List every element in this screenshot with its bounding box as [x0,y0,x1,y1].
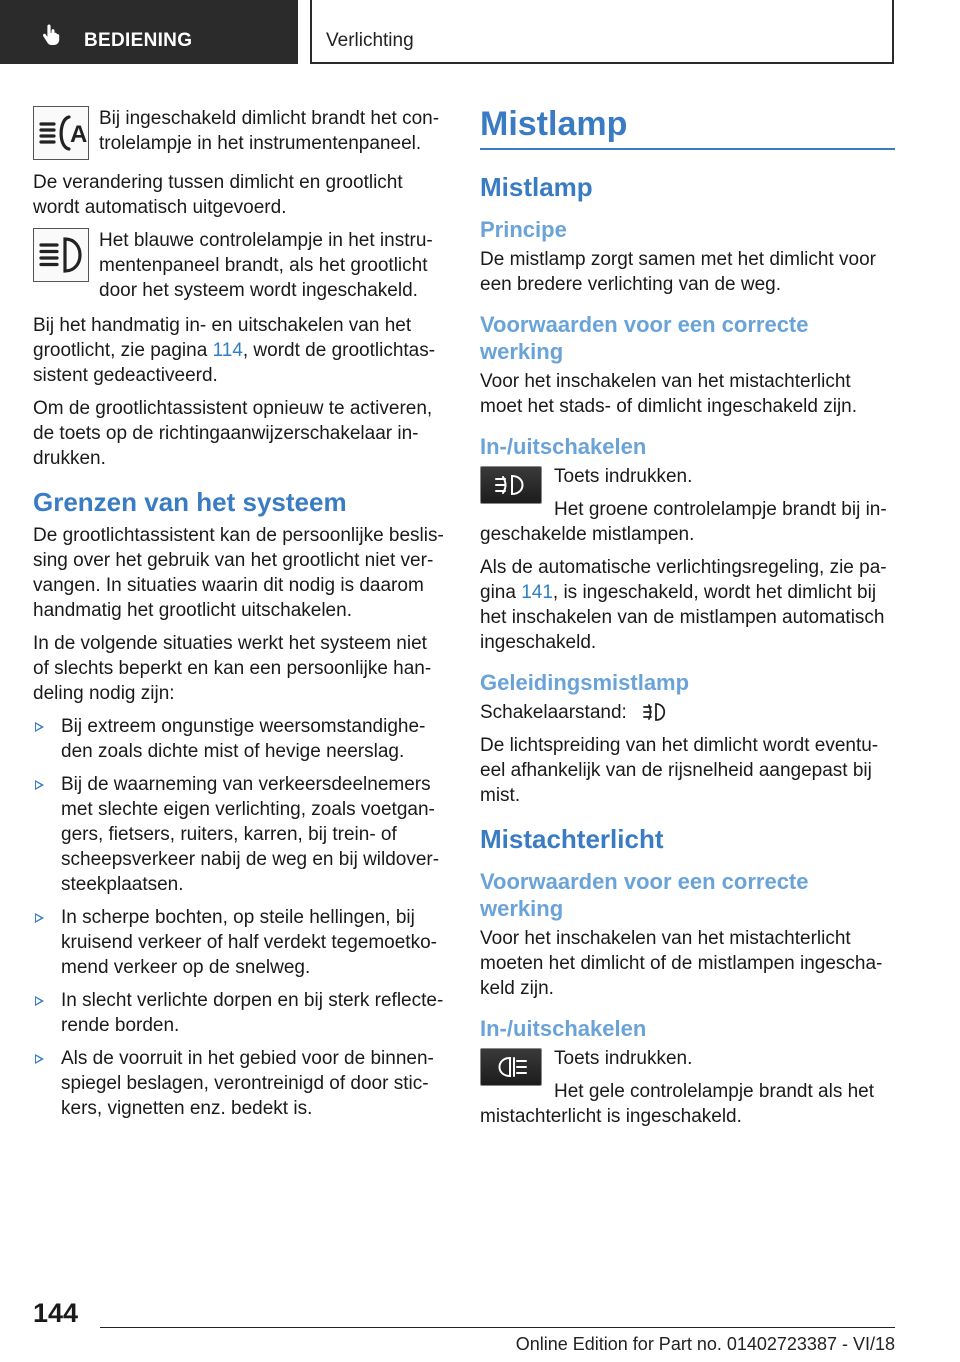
paragraph: Voor het inschakelen van het mistachterlicht moeten het dimlicht of de mistlampen ingescha-keld zijn. [480,928,883,999]
chapter-heading-mistlamp: Mistlamp [480,104,895,150]
page-link-141[interactable]: 141 [521,582,553,603]
edition-footer: Online Edition for Part no. 01402723387 - VI/18 [515,1334,895,1354]
front-foglight-block [480,464,895,555]
instruction-text: Toets indrukken. [554,1048,693,1069]
highbeam-indicator-icon [33,228,89,282]
left-column [33,106,448,1129]
page-link-114[interactable]: 114 [212,340,243,361]
paragraph-text: Als de automatische verlichtingsregeling, zie pa-gina [480,557,887,603]
paragraph: De grootlichtassistent kan de persoonlijke beslis-sing over het gebruik van het grootlicht niet ver-vangen. In situaties waarin dit nodig is daarom handmatig het grootlicht uitschakelen. [33,525,444,621]
paragraph: De mistlamp zorgt samen met het dimlicht voor een bredere verlichting van de weg. [480,249,876,295]
svg-text:A: A [70,121,88,148]
list-item-text: In slecht verlichte dorpen en bij sterk reflecte-rende borden. [61,990,444,1036]
indicator-text-auto: Bij ingeschakeld dimlicht brandt het con-trolelampje in het instrumentenpaneel. [99,108,440,154]
paragraph-text: , wordt de grootlichtas-sistent gedeactiveerd. [33,340,436,386]
rear-foglight-button-icon [480,1048,542,1086]
paragraph [480,555,895,655]
paragraph: In de volgende situaties werkt het systeem niet of slechts beperkt en kan een persoonlijke han-deling nodig zijn: [33,633,432,704]
heading-mistachterlicht: Mistachterlicht [480,824,664,854]
list-item [33,772,448,897]
cornering-foglight-symbol-icon [638,700,672,722]
heading-voorwaarden: Voorwaarden voor een correcte werking [480,312,809,364]
list-item [33,905,448,980]
heading-geleidingsmistlamp: Geleidingsmistlamp [480,670,690,695]
triangle-bullet-icon [35,722,44,732]
list-item-text: In scherpe bochten, op steile hellingen, bij kruisend verkeer of half verdekt tegemoetko-mend verkeer op de snelweg. [61,907,437,978]
footer-divider [100,1327,895,1328]
triangle-bullet-icon [35,913,44,923]
paragraph-text: Bij het handmatig in- en uitschakelen van het grootlicht, zie pagina [33,315,412,361]
list-item-text: Bij extreem ongunstige weersomstandighe-den zoals dichte mist of hevige neerslag. [61,716,426,762]
indicator-row-auto-highbeam [33,106,448,160]
paragraph [33,313,448,388]
list-item [33,988,448,1038]
heading-grenzen: Grenzen van het systeem [33,487,347,517]
indicator-row-highbeam [33,228,448,303]
rear-foglight-block [480,1046,895,1137]
heading-principe: Principe [480,217,567,242]
paragraph: De verandering tussen dimlicht en grootlicht wordt automatisch uitgevoerd. [33,172,403,218]
auto-highbeam-indicator-icon [33,106,89,160]
paragraph: Het gele controlelampje brandt als het mistachterlicht is ingeschakeld. [480,1081,875,1127]
heading-in-uitschakelen: In-/uitschakelen [480,434,647,459]
paragraph: De lichtspreiding van het dimlicht wordt eventu-eel afhankelijk van de rijsnelheid aangepast bij mist. [480,735,879,806]
right-column [480,104,895,1137]
heading-in-uitschakelen: In-/uitschakelen [480,1016,647,1041]
list-item [33,1046,448,1121]
heading-mistlamp: Mistlamp [480,172,593,202]
paragraph: Voor het inschakelen van het mistachterlicht moet het stads- of dimlicht ingeschakeld zijn. [480,371,858,417]
section-tab [0,0,298,64]
list-item-text: Bij de waarneming van verkeersdeelnemers met slechte eigen verlichting, zoals voetgan-gers, fietsers, ruiters, karren, bij trein- of scheepsverkeer nabij de weg en bij wildover-steekplaatsen. [61,774,440,895]
instruction-text: Toets indrukken. [554,466,693,487]
paragraph [480,700,895,725]
triangle-bullet-icon [35,780,44,790]
paragraph: Het groene controlelampje brandt bij in-geschakelde mistlampen. [480,499,887,545]
chapter-label: Verlichting [326,30,414,51]
section-label: BEDIENING [84,30,193,51]
list-item [33,714,448,764]
page-number: 144 [33,1298,79,1328]
paragraph-text: , is ingeschakeld, wordt het dimlicht bij het inschakelen van de mistlampen automatisch ingeschakeld. [480,582,885,653]
switch-position-label: Schakelaarstand: [480,702,627,723]
list-item-text: Als de voorruit in het gebied voor de binnen-spiegel beslagen, verontreinigd of door stic-kers, vignetten enz. bedekt is. [61,1048,434,1119]
triangle-bullet-icon [35,1054,44,1064]
triangle-bullet-icon [35,996,44,1006]
paragraph: Om de grootlichtassistent opnieuw te activeren, de toets op de richtingaanwijzerschakelaar in-drukken. [33,398,433,469]
limitations-list [33,714,448,1121]
front-foglight-button-icon [480,466,542,504]
heading-voorwaarden: Voorwaarden voor een correcte werking [480,869,809,921]
indicator-text-highbeam: Het blauwe controlelampje in het instru-mentenpaneel brandt, als het grootlicht door het systeem wordt ingeschakeld. [99,230,433,301]
hand-pointer-icon [40,22,64,46]
chapter-tab [310,0,894,64]
